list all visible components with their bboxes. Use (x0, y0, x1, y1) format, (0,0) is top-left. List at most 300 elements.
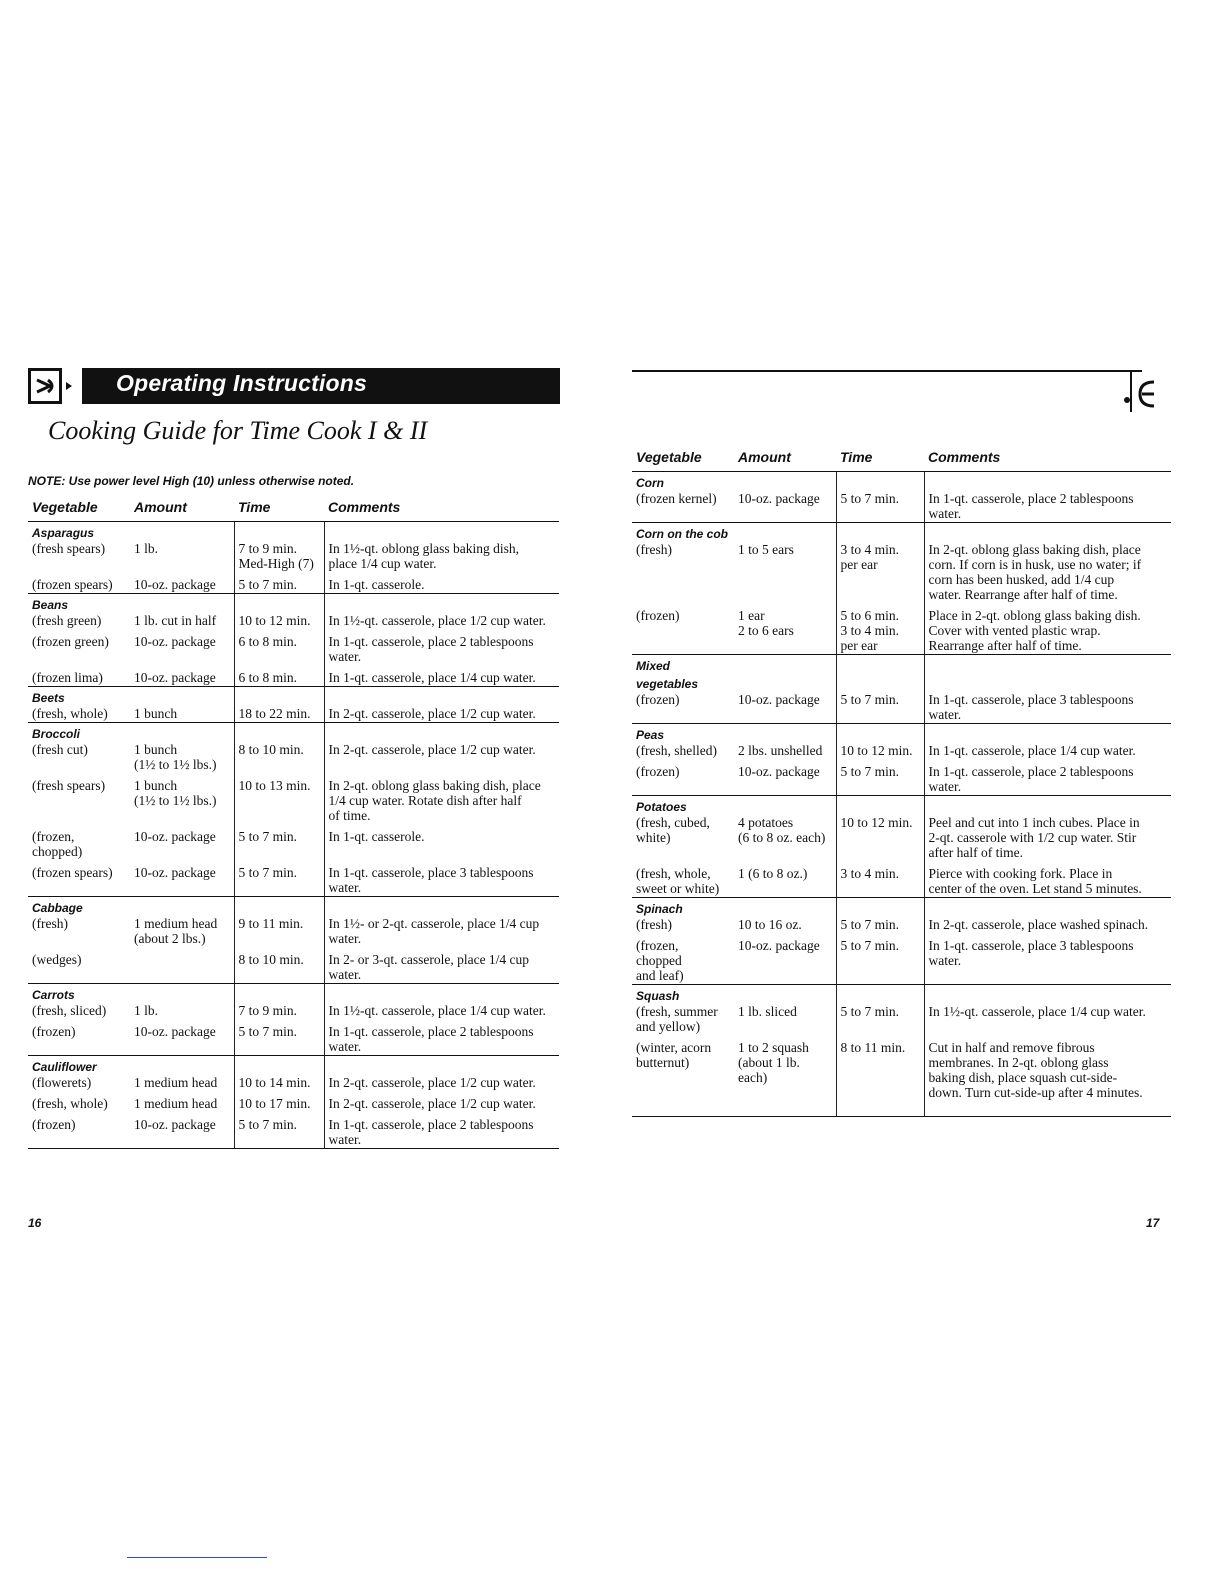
comment-text: water. (928, 707, 962, 722)
time-value: 7 to 9 min. (238, 1003, 298, 1018)
time-cell (234, 522, 324, 594)
spacer (738, 557, 832, 572)
spacer (32, 649, 126, 664)
comment-text: In 1-qt. casserole, place 1/4 cup water. (328, 670, 536, 685)
spacer (329, 688, 556, 706)
vegetable-name: (frozen, (32, 829, 75, 844)
column-header-amount: Amount (734, 446, 836, 472)
amount-value: 10-oz. package (738, 938, 820, 953)
spacer (32, 880, 126, 895)
time-value: 10 to 12 min. (840, 743, 913, 758)
spacer (738, 725, 832, 743)
comment-text: Pierce with cooking fork. Place in (928, 866, 1113, 881)
vegetable-cell (632, 796, 734, 898)
spacer (32, 757, 126, 772)
amount-value: 1 lb. (134, 1003, 159, 1018)
time-cell (836, 796, 924, 898)
comment-text: baking dish, place squash cut-side- (928, 1070, 1118, 1085)
page-title: Cooking Guide for Time Cook I & II (48, 416, 428, 445)
spacer (738, 968, 832, 983)
spacer (134, 1132, 230, 1147)
spacer (929, 524, 1168, 542)
spacer (239, 757, 320, 772)
vegetable-cell (632, 898, 734, 985)
amount-value: 10-oz. package (134, 577, 216, 592)
amount-cell (734, 796, 836, 898)
spacer (841, 506, 920, 521)
spacer (134, 967, 230, 982)
vegetable-name: (frozen) (32, 1024, 76, 1039)
comments-cell (324, 723, 559, 897)
comment-text: In 2- or 3-qt. casserole, place 1/4 cup (328, 952, 530, 967)
comment-text: In 1½- or 2-qt. casserole, place 1/4 cup (328, 916, 540, 931)
comment-text: In 2-qt. casserole, place 1/2 cup water. (328, 1075, 536, 1090)
spacer (239, 808, 320, 823)
vegetable-cell (632, 523, 734, 655)
spacer (636, 557, 730, 572)
vegetable-name: butternut) (636, 1055, 690, 1070)
time-value: 3 to 4 min. (840, 866, 900, 881)
spacer (841, 473, 920, 491)
vegetable-name: (fresh, whole) (32, 706, 108, 721)
vegetable-name: (frozen spears) (32, 577, 113, 592)
category-label: Peas (636, 728, 665, 742)
comment-text: 2-qt. casserole with 1/2 cup water. Stir (928, 830, 1137, 845)
vegetable-name: (frozen lima) (32, 670, 103, 685)
spacer (32, 556, 126, 571)
amount-cell (734, 523, 836, 655)
vegetable-name: (fresh spears) (32, 778, 106, 793)
vegetable-group (28, 687, 559, 723)
spacer (329, 724, 556, 742)
spacer (841, 881, 920, 896)
comment-text: corn has been husked, add 1/4 cup (928, 572, 1115, 587)
category-label: Cabbage (32, 901, 83, 915)
time-value: 5 to 7 min. (840, 491, 900, 506)
amount-value: (6 to 8 oz. each) (738, 830, 826, 845)
spacer (134, 985, 230, 1003)
comment-text: In 2-qt. oblong glass baking dish, place (328, 778, 541, 793)
spacer (841, 572, 920, 587)
spacer (929, 1019, 1168, 1034)
spacer (239, 595, 320, 613)
spacer (929, 968, 1168, 983)
vegetable-group (28, 522, 559, 594)
cooking-guide-table-right (632, 446, 1171, 1117)
comment-text: 1/4 cup water. Rotate dish after half (328, 793, 522, 808)
spacer (636, 587, 730, 602)
comment-text: In 1-qt. casserole. (328, 577, 425, 592)
comment-text: In 2-qt. casserole, place 1/2 cup water. (328, 1096, 536, 1111)
category-label: Beets (32, 691, 65, 705)
vegetable-group (632, 523, 1171, 655)
comment-text: water. (928, 506, 962, 521)
amount-cell (130, 522, 234, 594)
spacer (841, 656, 920, 674)
spacer (636, 845, 730, 860)
amount-value: 10-oz. package (134, 1117, 216, 1132)
amount-cell (734, 724, 836, 796)
comment-text: water. (928, 953, 962, 968)
spacer (636, 1070, 730, 1085)
spacer (239, 898, 320, 916)
vegetable-name: (frozen spears) (32, 865, 113, 880)
amount-cell (734, 655, 836, 724)
vegetable-cell (632, 472, 734, 523)
comment-text: corn. If corn is in husk, use no water; if (928, 557, 1142, 572)
time-value: 18 to 22 min. (238, 706, 311, 721)
spacer (929, 656, 1168, 674)
vegetable-name: (frozen) (636, 608, 680, 623)
spacer (841, 725, 920, 743)
spacer (738, 572, 832, 587)
spacer (841, 1070, 920, 1085)
vegetable-cell (28, 897, 130, 984)
spacer (738, 797, 832, 815)
amount-value: 10-oz. package (738, 692, 820, 707)
amount-value: 1 (6 to 8 oz.) (738, 866, 808, 881)
amount-cell (130, 1056, 234, 1149)
spacer (329, 985, 556, 1003)
vegetable-name: and yellow) (636, 1019, 701, 1034)
comment-text: water. (328, 1132, 362, 1147)
comment-text: place 1/4 cup water. (328, 556, 437, 571)
time-value: 7 to 9 min. (238, 541, 298, 556)
spacer (738, 881, 832, 896)
time-value: 5 to 6 min. (840, 608, 900, 623)
amount-value: 1 ear (738, 608, 765, 623)
comment-text: In 1-qt. casserole, place 3 tablespoons (928, 938, 1134, 953)
comment-text: water. (328, 1039, 362, 1054)
amount-value: 2 lbs. unshelled (738, 743, 823, 758)
vegetable-name: sweet or white) (636, 881, 720, 896)
amount-value: (1½ to 1½ lbs.) (134, 757, 217, 772)
comment-text: In 2-qt. casserole, place washed spinach. (928, 917, 1149, 932)
time-cell (836, 523, 924, 655)
vegetable-name: white) (636, 830, 671, 845)
comment-text: In 1½-qt. casserole, place 1/4 cup water. (928, 1004, 1146, 1019)
vegetable-name: (frozen) (636, 764, 680, 779)
time-value: 8 to 11 min. (840, 1040, 906, 1055)
time-value: 8 to 10 min. (238, 742, 304, 757)
time-value: 5 to 7 min. (840, 938, 900, 953)
column-header-comments: Comments (324, 496, 559, 522)
vegetable-group (632, 898, 1171, 985)
spacer (738, 845, 832, 860)
spacer (841, 845, 920, 860)
comments-cell (924, 985, 1171, 1117)
comment-text: In 1-qt. casserole, place 2 tablespoons (328, 1117, 534, 1132)
spacer (738, 779, 832, 794)
comments-cell (324, 1056, 559, 1149)
comment-text: water. (328, 931, 362, 946)
comment-text: after half of time. (928, 845, 1023, 860)
spacer (841, 797, 920, 815)
time-value: 3 to 4 min. (840, 623, 900, 638)
comment-text: Cut in half and remove fibrous (928, 1040, 1095, 1055)
vegetable-cell (28, 594, 130, 687)
amount-cell (734, 472, 836, 523)
comment-text: In 1½-qt. oblong glass baking dish, (328, 541, 519, 556)
spacer (134, 808, 230, 823)
column-header-time: Time (836, 446, 924, 472)
category-label: Mixed (636, 659, 671, 673)
amount-value: (about 1 lb. each) (738, 1055, 800, 1085)
vegetable-group (28, 897, 559, 984)
spacer (32, 808, 126, 823)
cooking-guide-table-left (28, 496, 559, 1149)
vegetable-cell (28, 522, 130, 594)
column-header-vegetable: Vegetable (28, 496, 130, 522)
column-header-time: Time (234, 496, 324, 522)
amount-value: 1 medium head (134, 1075, 218, 1090)
category-label: Broccoli (32, 727, 81, 741)
comment-text: Place in 2-qt. oblong glass baking dish. (928, 608, 1141, 623)
spacer (636, 1085, 730, 1100)
section-tab-icon (1124, 370, 1160, 412)
comments-cell (924, 796, 1171, 898)
vegetable-group (28, 723, 559, 897)
spacer (929, 899, 1168, 917)
spacer (841, 779, 920, 794)
spacer (636, 779, 730, 794)
time-cell (836, 655, 924, 724)
spacer (134, 898, 230, 916)
spacer (239, 688, 320, 706)
spacer (738, 986, 832, 1004)
time-value: 5 to 7 min. (238, 865, 298, 880)
spacer (239, 931, 320, 946)
spacer (134, 1057, 230, 1075)
time-value: 6 to 8 min. (238, 634, 298, 649)
comments-cell (924, 523, 1171, 655)
spacer (239, 1132, 320, 1147)
time-value: 5 to 7 min. (840, 692, 900, 707)
column-header-vegetable: Vegetable (632, 446, 734, 472)
comment-text: water. Rearrange after half of time. (928, 587, 1118, 602)
comments-cell (324, 984, 559, 1056)
time-value: 5 to 7 min. (238, 829, 298, 844)
amount-value: 1 lb. sliced (738, 1004, 797, 1019)
vegetable-name: (fresh spears) (32, 541, 106, 556)
table-header-row (28, 496, 559, 522)
time-value: 5 to 7 min. (238, 1117, 298, 1132)
comment-text: In 1½-qt. casserole, place 1/2 cup water. (328, 613, 546, 628)
spacer (134, 523, 230, 541)
spacer (929, 797, 1168, 815)
comment-text: In 1-qt. casserole, place 2 tablespoons (928, 491, 1134, 506)
spacer (929, 674, 1168, 692)
time-value: 9 to 11 min. (238, 916, 304, 931)
time-value: 6 to 8 min. (238, 670, 298, 685)
spacer (134, 880, 230, 895)
spacer (329, 595, 556, 613)
comment-text: water. (328, 649, 362, 664)
vegetable-name: (fresh, whole, (636, 866, 711, 881)
vegetable-group (632, 985, 1171, 1117)
time-cell (234, 594, 324, 687)
time-cell (234, 984, 324, 1056)
time-value: 10 to 12 min. (840, 815, 913, 830)
page-number: 16 (28, 1216, 42, 1230)
amount-cell (734, 898, 836, 985)
page-number: 17 (1146, 1216, 1160, 1230)
comment-text: In 1-qt. casserole, place 1/4 cup water. (928, 743, 1136, 758)
amount-value: 10-oz. package (134, 634, 216, 649)
category-label: Corn on the cob (636, 527, 728, 541)
vegetable-name: (fresh green) (32, 613, 102, 628)
spacer (738, 524, 832, 542)
vegetable-name: (frozen) (636, 692, 680, 707)
spacer (841, 674, 920, 692)
comments-cell (924, 898, 1171, 985)
spacer (738, 656, 832, 674)
spacer (929, 986, 1168, 1004)
vegetable-name: (fresh cut) (32, 742, 88, 757)
spacer (841, 1019, 920, 1034)
comment-text: Rearrange after half of time. (928, 638, 1082, 653)
comment-text: In 2-qt. casserole, place 1/2 cup water. (328, 706, 536, 721)
spacer (32, 1132, 126, 1147)
spacer (329, 523, 556, 541)
spacer (239, 523, 320, 541)
amount-value: 10-oz. package (134, 1024, 216, 1039)
vegetable-name: chopped (636, 953, 682, 968)
spacer (134, 649, 230, 664)
spacer (841, 1055, 920, 1070)
spacer (239, 880, 320, 895)
spacer (929, 473, 1168, 491)
header-rule (632, 370, 1142, 372)
amount-cell (734, 985, 836, 1117)
spacer (841, 1085, 920, 1100)
section-header-bar (82, 368, 560, 404)
vegetable-group (632, 472, 1171, 523)
comment-text: water. (328, 880, 362, 895)
comments-cell (924, 724, 1171, 796)
vegetable-group (28, 984, 559, 1056)
time-value: 5 to 7 min. (840, 764, 900, 779)
spacer (239, 985, 320, 1003)
spacer (841, 986, 920, 1004)
column-header-comments: Comments (924, 446, 1171, 472)
amount-value: 1 medium head (134, 1096, 218, 1111)
spacer (738, 473, 832, 491)
vegetable-name: (fresh) (636, 542, 672, 557)
amount-value: 10-oz. package (134, 829, 216, 844)
spacer (239, 967, 320, 982)
comments-cell (324, 687, 559, 723)
spacer (32, 931, 126, 946)
spacer (841, 524, 920, 542)
time-value: 5 to 7 min. (840, 917, 900, 932)
vegetable-group (632, 796, 1171, 898)
spacer (134, 724, 230, 742)
vegetable-cell (632, 985, 734, 1117)
amount-value: 1 medium head (134, 916, 218, 931)
amount-value: 10-oz. package (134, 670, 216, 685)
spacer (134, 844, 230, 859)
vegetable-cell (28, 687, 130, 723)
vegetable-name: (wedges) (32, 952, 82, 967)
vegetable-name: (fresh) (32, 916, 68, 931)
amount-value: (1½ to 1½ lbs.) (134, 793, 217, 808)
comment-text: In 1-qt. casserole. (328, 829, 425, 844)
comment-text: water. (328, 967, 362, 982)
amount-value: 4 potatoes (738, 815, 794, 830)
time-cell (234, 897, 324, 984)
amount-cell (130, 897, 234, 984)
spacer (636, 572, 730, 587)
comments-cell (324, 522, 559, 594)
time-cell (234, 1056, 324, 1149)
spacer (636, 638, 730, 653)
category-label: Cauliflower (32, 1060, 97, 1074)
spacer (329, 757, 556, 772)
spacer (738, 1085, 832, 1100)
vegetable-name: (frozen, (636, 938, 679, 953)
comment-text: In 2-qt. casserole, place 1/2 cup water. (328, 742, 536, 757)
comment-text: In 1-qt. casserole, place 3 tablespoons (928, 692, 1134, 707)
spacer (239, 793, 320, 808)
vegetable-name: (fresh, shelled) (636, 743, 717, 758)
category-label: Potatoes (636, 800, 687, 814)
spacer (239, 724, 320, 742)
comment-text: In 1-qt. casserole, place 3 tablespoons (328, 865, 534, 880)
operating-instructions-icon (28, 368, 74, 404)
spacer (32, 1039, 126, 1054)
vegetable-cell (28, 723, 130, 897)
amount-value: 1 to 2 squash (738, 1040, 809, 1055)
spacer (738, 1019, 832, 1034)
comments-cell (924, 472, 1171, 523)
vegetable-name: (frozen kernel) (636, 491, 717, 506)
amount-cell (130, 594, 234, 687)
vegetable-name: (flowerets) (32, 1075, 92, 1090)
category-label: Beans (32, 598, 69, 612)
spacer (32, 967, 126, 982)
amount-value: 10-oz. package (738, 764, 820, 779)
spacer (841, 899, 920, 917)
spacer (329, 898, 556, 916)
spacer (636, 506, 730, 521)
spacer (738, 1100, 832, 1115)
vegetable-name: chopped) (32, 844, 83, 859)
spacer (841, 968, 920, 983)
time-cell (836, 898, 924, 985)
vegetable-name: (frozen) (32, 1117, 76, 1132)
amount-cell (130, 687, 234, 723)
spacer (329, 844, 556, 859)
spacer (738, 638, 832, 653)
spacer (636, 707, 730, 722)
comment-text: of time. (328, 808, 371, 823)
spacer (841, 707, 920, 722)
comment-text: In 1-qt. casserole, place 2 tablespoons (328, 634, 534, 649)
vegetable-cell (632, 724, 734, 796)
amount-value: 10-oz. package (134, 865, 216, 880)
vegetable-name: (fresh, summer (636, 1004, 718, 1019)
amount-value: 1 bunch (134, 742, 178, 757)
comments-cell (324, 897, 559, 984)
spacer (32, 793, 126, 808)
time-value: 3 to 4 min. (840, 542, 900, 557)
category-label: Asparagus (32, 526, 95, 540)
section-header: Operating Instructions (116, 370, 368, 396)
right-page (612, 0, 1224, 1584)
spacer (841, 953, 920, 968)
amount-cell (130, 984, 234, 1056)
